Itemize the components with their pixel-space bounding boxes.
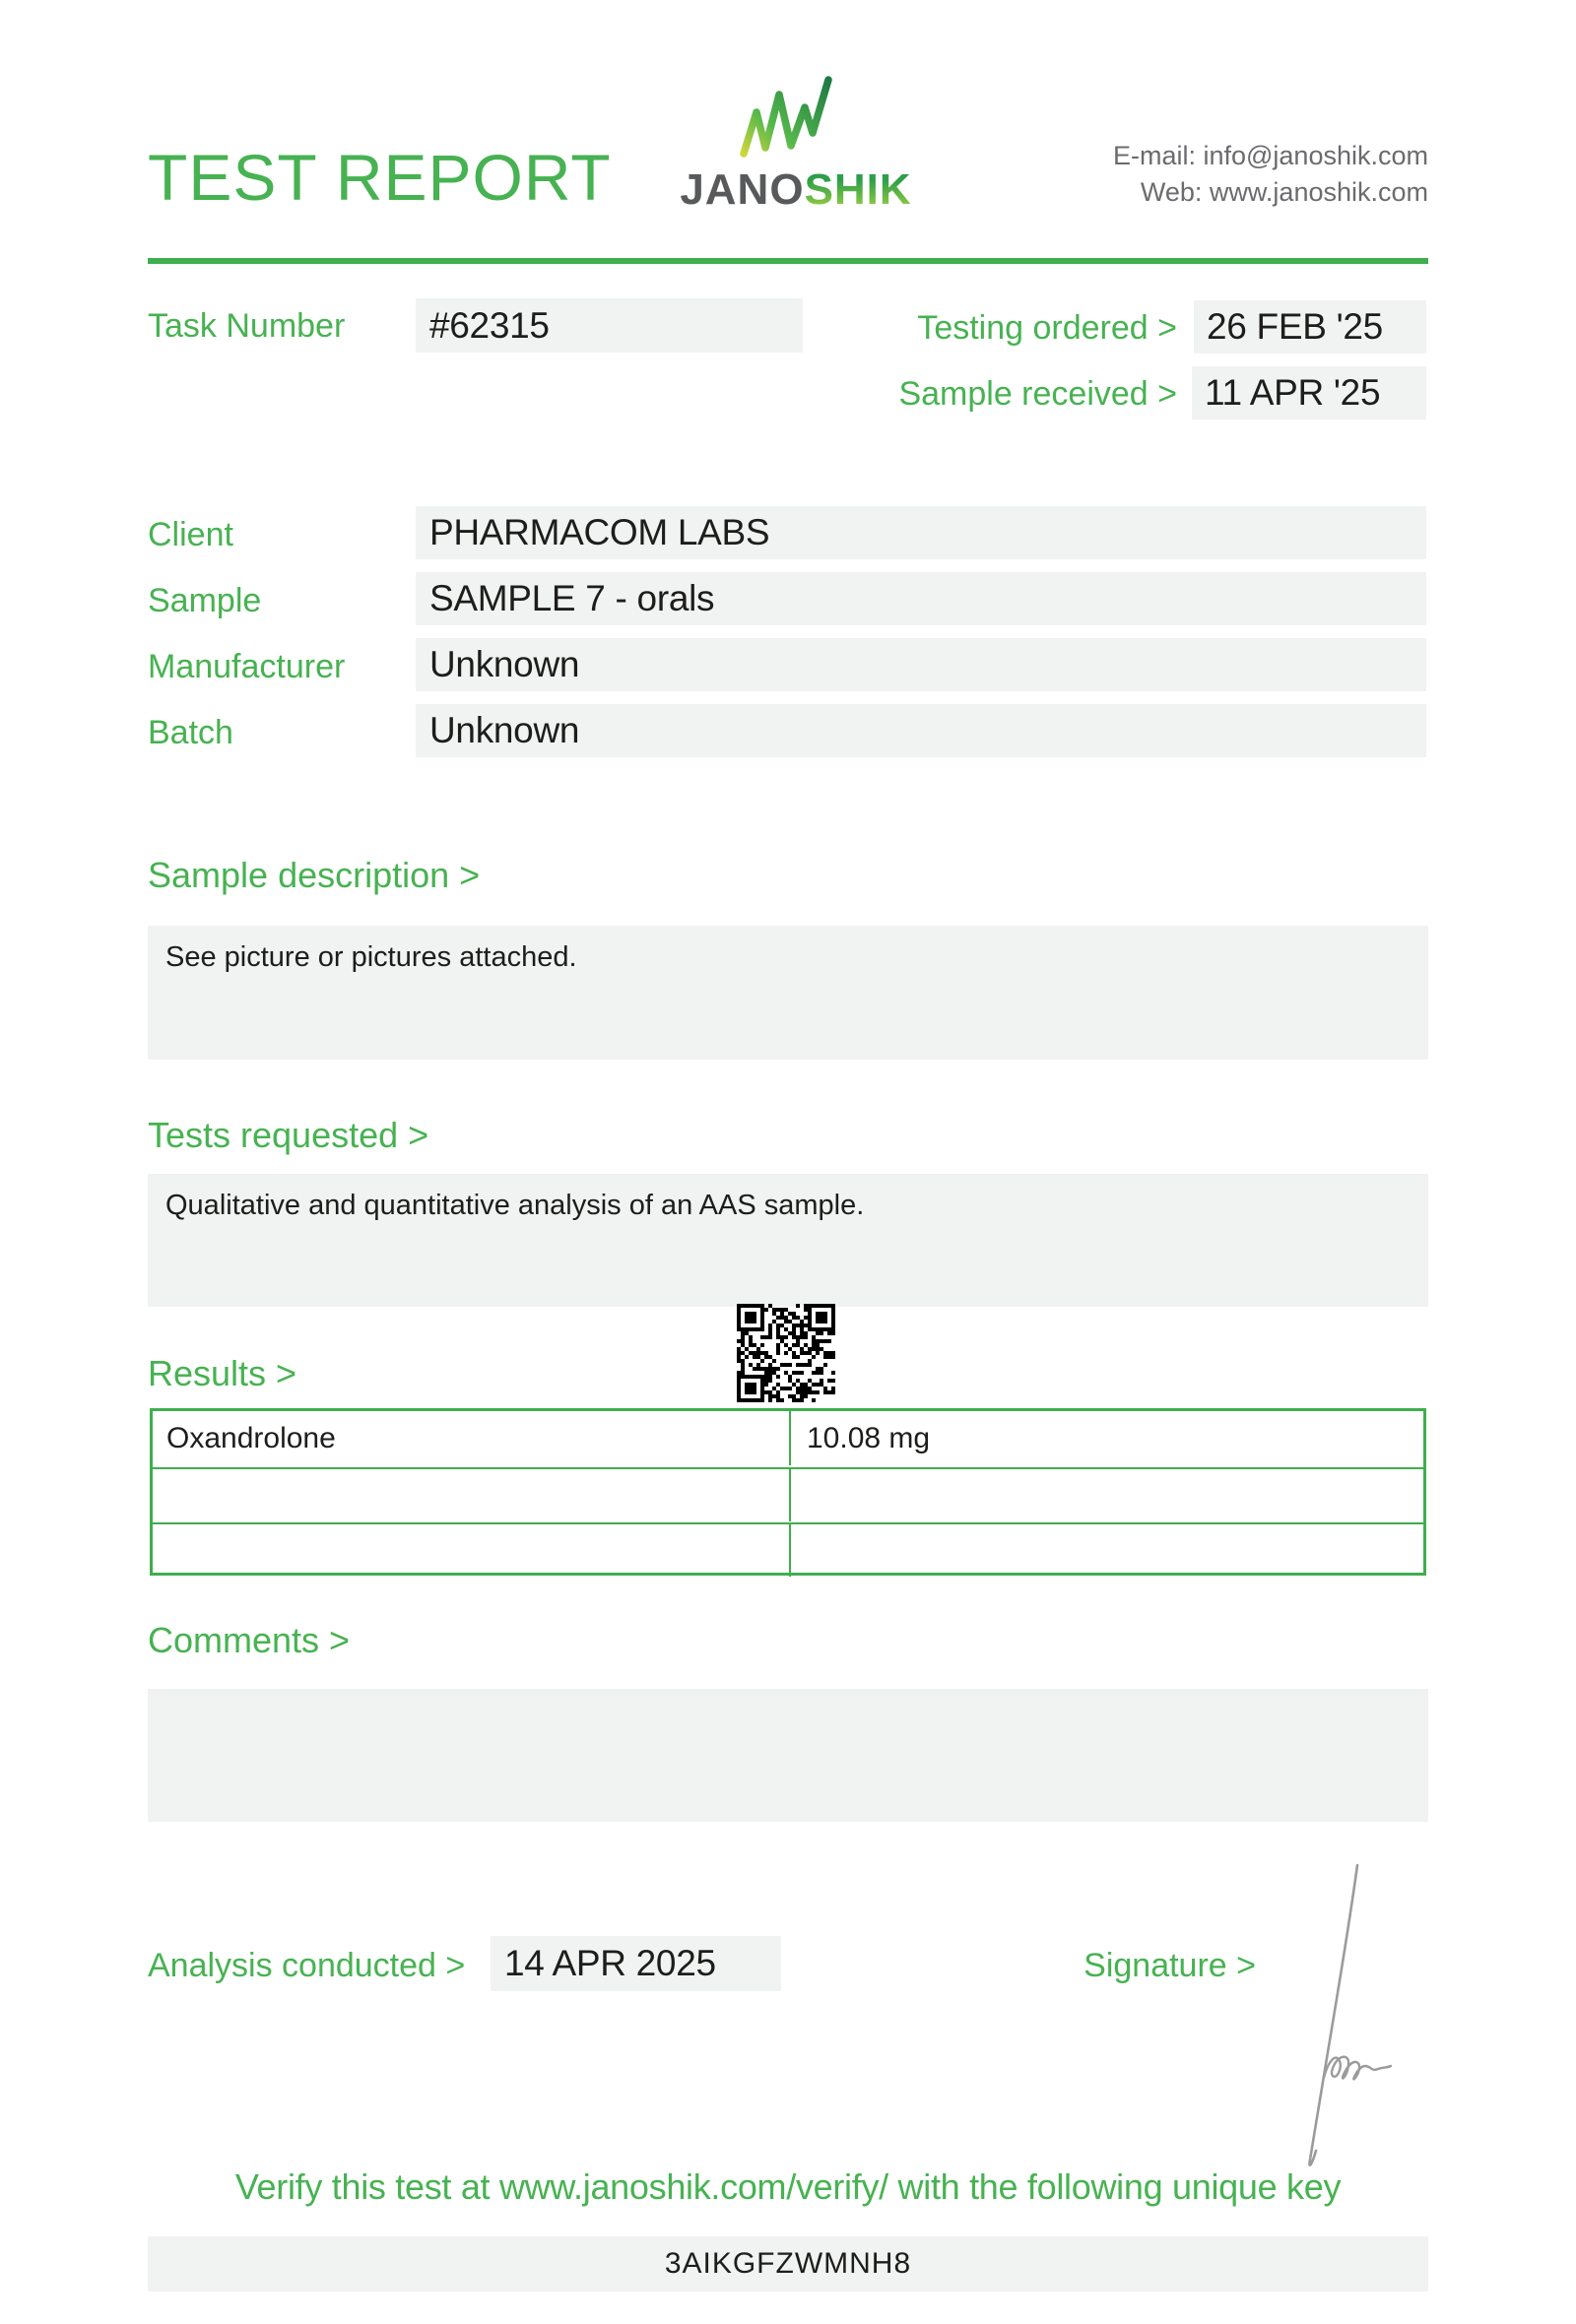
sample-description-box: See picture or pictures attached. <box>148 926 1428 1060</box>
contact-web: Web: www.janoshik.com <box>1140 177 1428 207</box>
qr-code-icon <box>737 1304 835 1402</box>
results-table <box>150 1408 1426 1576</box>
analysis-date-value <box>491 1936 781 1991</box>
result-substance: Oxandrolone <box>166 1421 336 1454</box>
batch-text: Unknown <box>429 710 580 750</box>
client-value <box>416 506 1426 559</box>
unique-key-box <box>148 2236 1428 2292</box>
task-number-value <box>416 298 803 353</box>
testing-ordered-value <box>1194 300 1426 354</box>
logo-chart-icon <box>737 75 835 161</box>
batch-label: Batch <box>148 714 233 751</box>
tests-requested-box: Qualitative and quantitative analysis of an AAS sample. <box>148 1174 1428 1307</box>
task-number-text: #62315 <box>429 304 550 346</box>
testing-ordered-date: 26 FEB '25 <box>1207 306 1383 347</box>
result-substance <box>153 1524 789 1577</box>
sample-received-date: 11 APR '25 <box>1205 372 1381 413</box>
comments-box <box>148 1689 1428 1822</box>
client-text: PHARMACOM LABS <box>429 512 770 552</box>
result-substance <box>153 1469 789 1521</box>
comments-heading: Comments > <box>148 1620 351 1660</box>
task-number-label: Task Number <box>148 307 346 345</box>
client-label: Client <box>148 516 233 553</box>
tests-requested-heading: Tests requested > <box>148 1115 429 1155</box>
sample-value <box>416 572 1426 625</box>
sample-received-label: Sample received > <box>898 375 1177 413</box>
unique-key-text: 3AIKGFZWMNH8 <box>664 2247 912 2280</box>
sample-text: SAMPLE 7 - orals <box>429 578 715 618</box>
page-title: TEST REPORT <box>148 141 612 214</box>
batch-value <box>416 704 1426 757</box>
signature-label: Signature > <box>1084 1947 1256 1984</box>
sample-label: Sample <box>148 582 262 619</box>
sample-received-value <box>1192 366 1426 420</box>
table-row <box>153 1411 1423 1465</box>
logo-wordmark <box>678 165 914 215</box>
results-heading: Results > <box>148 1353 297 1393</box>
manufacturer-text: Unknown <box>429 644 580 684</box>
logo-text-shik: SHIK <box>804 165 912 214</box>
contact-block <box>936 138 1428 211</box>
signature-scribble <box>1259 1859 1431 2174</box>
result-amount <box>789 1469 1423 1521</box>
contact-email: E-mail: info@janoshik.com <box>1112 141 1428 170</box>
result-amount: 10.08 mg <box>789 1411 1423 1465</box>
logo-text-jano: JANO <box>680 165 805 214</box>
verify-instruction: Verify this test at www.janoshik.com/verify/ with the following unique key <box>234 2166 1342 2207</box>
header-divider <box>148 258 1428 264</box>
testing-ordered-label: Testing ordered > <box>917 309 1177 347</box>
analysis-date-text: 14 APR 2025 <box>504 1943 716 1983</box>
analysis-conducted-label: Analysis conducted > <box>148 1947 466 1984</box>
manufacturer-label: Manufacturer <box>148 648 346 685</box>
table-row <box>153 1522 1423 1577</box>
table-row <box>153 1467 1423 1521</box>
result-amount <box>789 1524 1423 1577</box>
manufacturer-value <box>416 638 1426 691</box>
sample-description-heading: Sample description > <box>148 855 481 895</box>
